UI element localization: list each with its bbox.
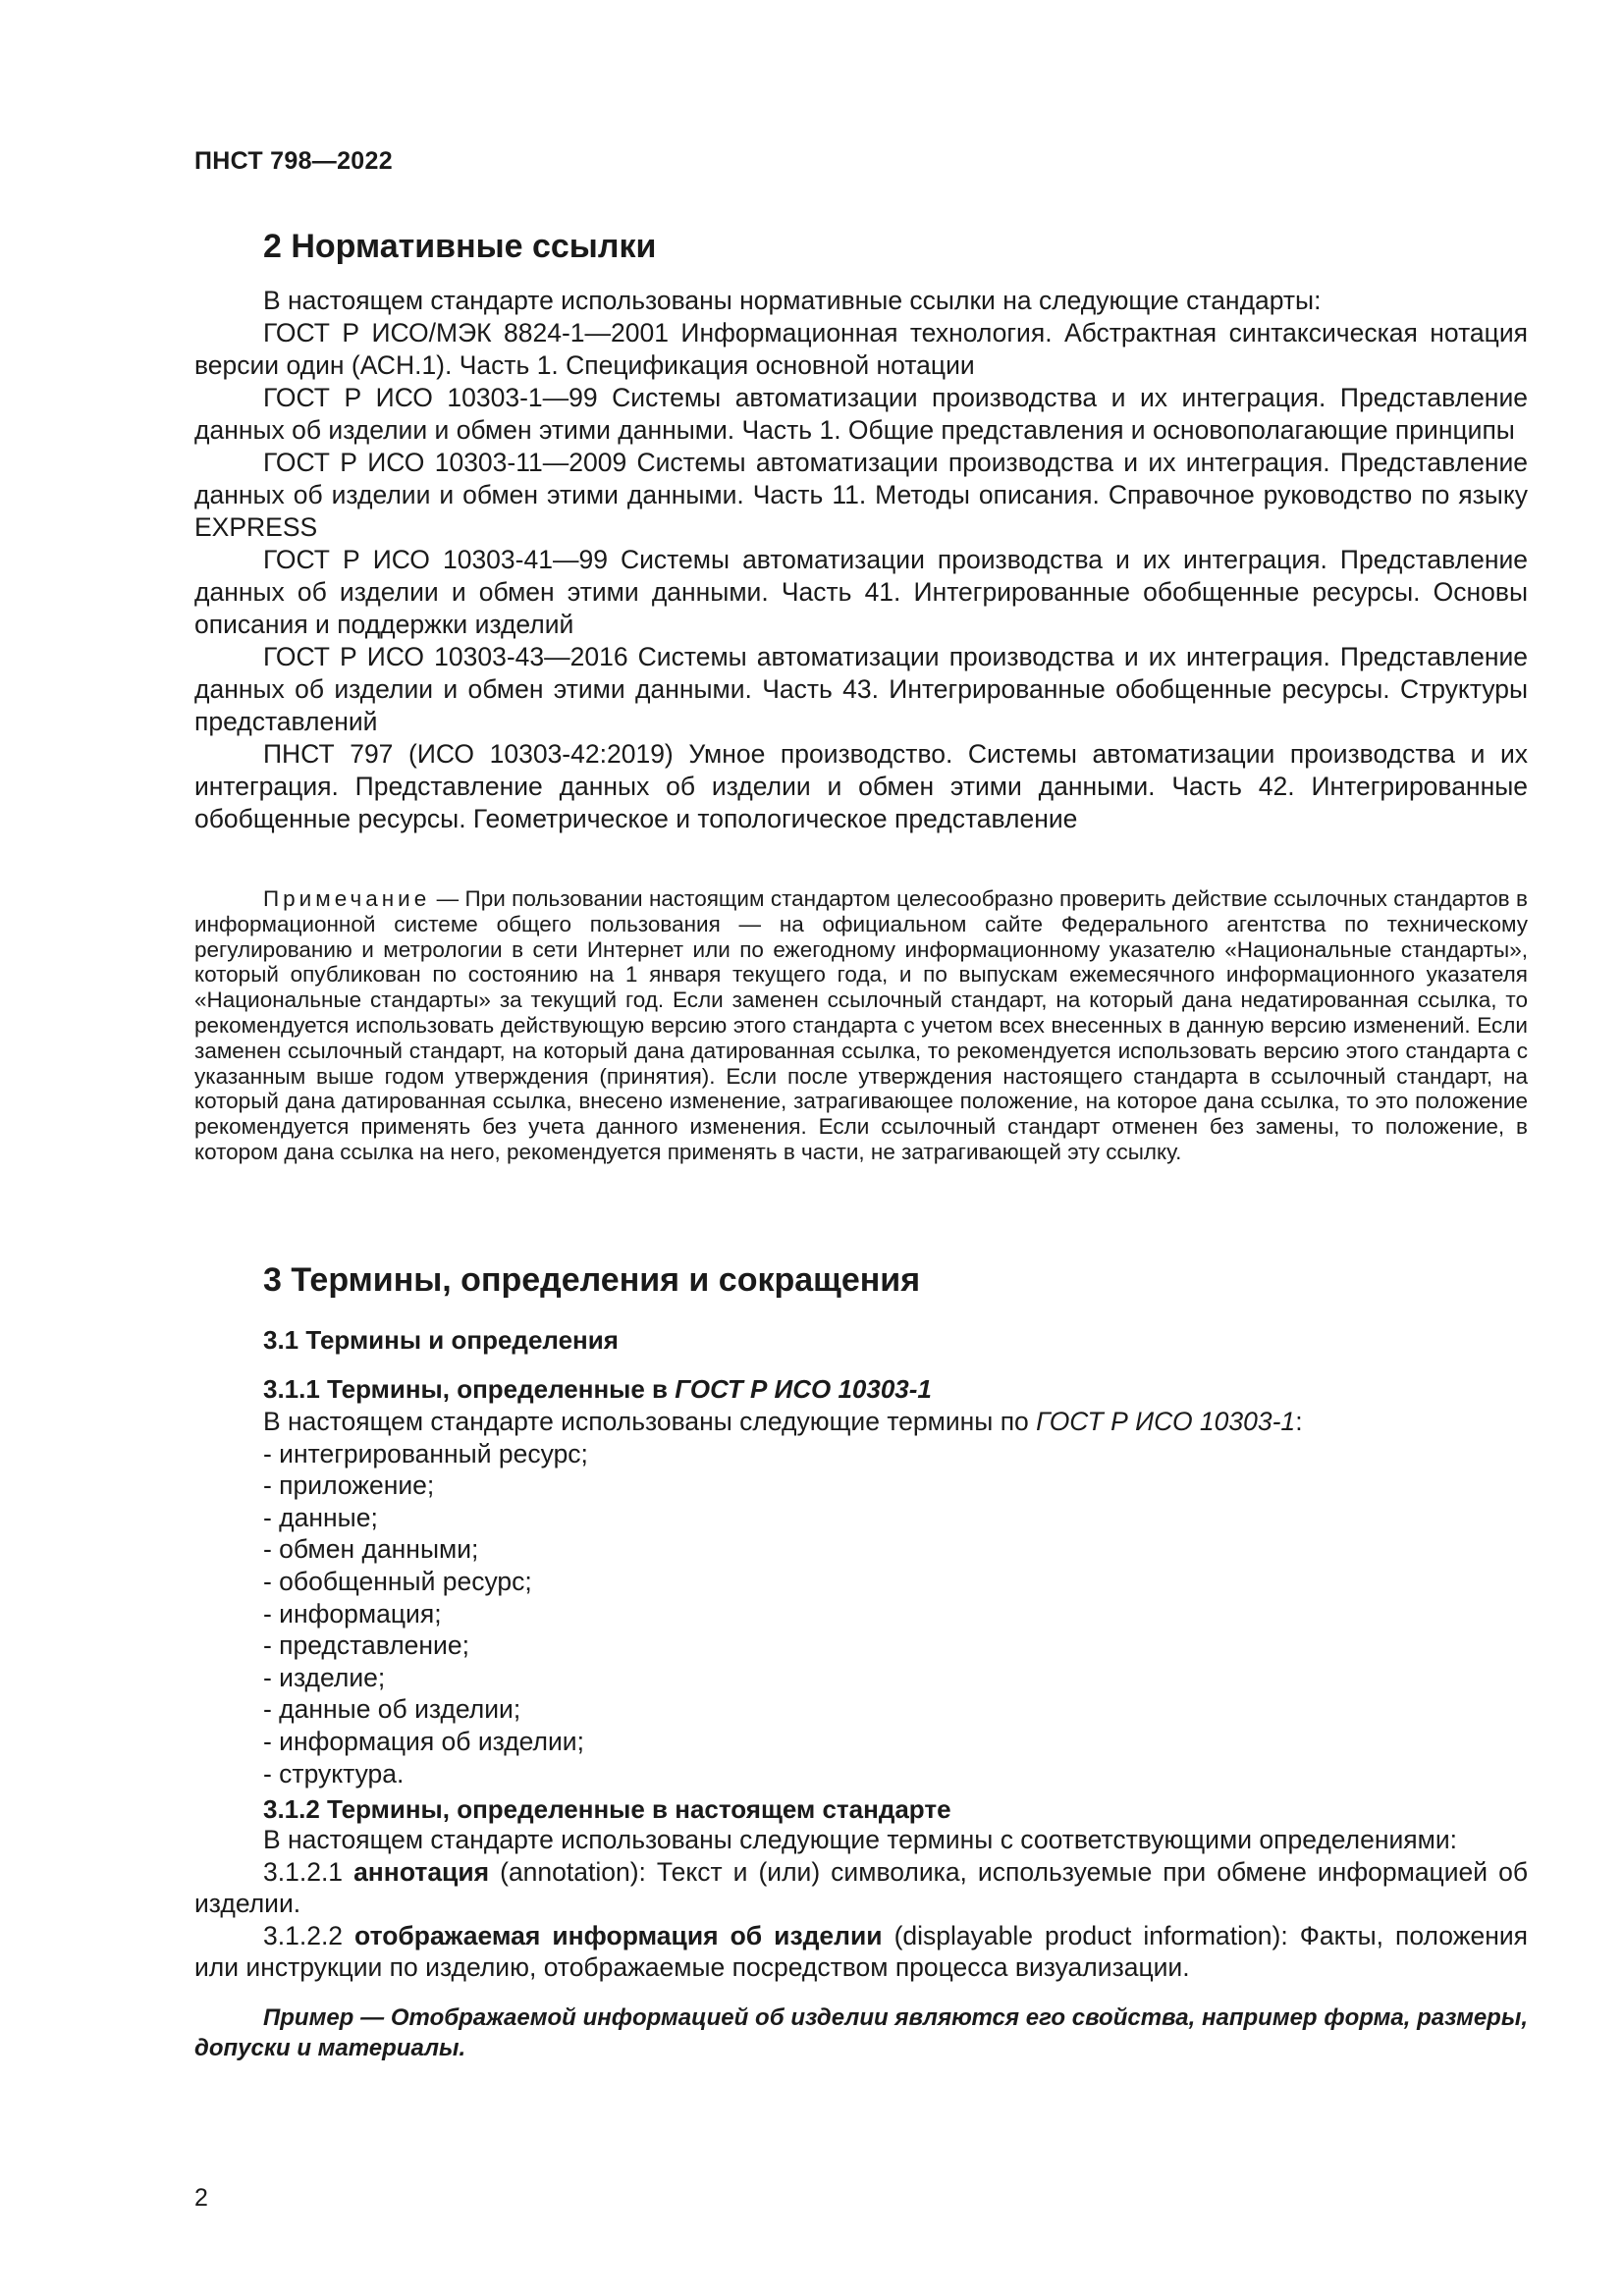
normative-ref-item: ПНСТ 797 (ИСО 10303-42:2019) Умное производство. Системы автоматизации производства и их интеграция. Представление данных об изделии и обмен этими данными. Часть 42. Интегрированные обобщенные ресурсы. Геометрическое и топологическое представление	[194, 739, 1528, 833]
normative-ref-item: ГОСТ Р ИСО 10303-1—99 Системы автоматизации производства и их интеграция. Представление данных об изделии и обмен этими данными. Часть 1. Общие представления и основополагающие принципы	[194, 383, 1528, 445]
subsection-3-1-title: 3.1 Термины и определения	[263, 1325, 619, 1355]
definition-3-1-2-1	[194, 1856, 1528, 1920]
term-item: - представление;	[263, 1630, 469, 1661]
note-text: — При пользовании настоящим стандартом целесообразно проверить действие ссылочных стандартов в информационной системе общего пользования — на официальном сайте Федерального агентства по техническому регулированию и метрологии в сети Интернет или по ежегодному информационному указателю «Национальные стандарты», который опубликован по состоянию на 1 января текущего года, и по выпускам ежемесячного информационного указателя «Национальные стандарты» за текущий год. Если заменен ссылочный стандарт, на который дана недатированная ссылка, то рекомендуется использовать действующую версию этого стандарта с учетом всех внесенных в данную версию изменений. Если заменен ссылочный стандарт, на который дана датированная ссылка, то рекомендуется использовать версию этого стандарта с указанным выше годом утверждения (принятия). Если после утверждения настоящего стандарта в ссылочный стандарт, на который дана датированная ссылка, внесено изменение, затрагивающее положение, на которое дана ссылка, то это положение рекомендуется применять без учета данного изменения. Если ссылочный стандарт отменен без замены, то положение, в котором дана ссылка на него, рекомендуется применять в части, не затрагивающей эту ссылку.	[194, 886, 1528, 1164]
page-number: 2	[194, 2184, 208, 2212]
example-text: Пример — Отображаемой информацией об изделии являются его свойства, например форма, размеры, допуски и материалы.	[194, 2004, 1528, 2061]
subsection-3-1-1-ref: ГОСТ Р ИСО 10303-1	[675, 1374, 932, 1404]
definition-term: отображаемая информация об изделии	[354, 1920, 883, 1950]
definition-3-1-2-2	[194, 1920, 1528, 1984]
normative-ref-item: ГОСТ Р ИСО/МЭК 8824-1—2001 Информационная технология. Абстрактная синтаксическая нотация версии один (АСН.1). Часть 1. Спецификация основной нотации	[194, 318, 1528, 380]
definition-text: (annotation): Текст и (или) символика, используемые при обмене информацией об изделии.	[194, 1856, 1528, 1919]
definition-number: 3.1.2.2	[263, 1920, 355, 1950]
term-item: - обобщенный ресурс;	[263, 1566, 532, 1596]
definition-term: аннотация	[353, 1856, 490, 1887]
example-block	[194, 2002, 1528, 2063]
term-item: - интегрированный ресурс;	[263, 1438, 588, 1468]
definitions-intro: В настоящем стандарте использованы следующие термины с соответствующими определениями:	[263, 1825, 1458, 1854]
term-item: - данные;	[263, 1502, 378, 1532]
term-item: - обмен данными;	[263, 1534, 479, 1565]
subsection-3-1-1-prefix: 3.1.1 Термины, определенные в	[263, 1374, 676, 1404]
normative-refs-intro: В настоящем стандарте использованы нормативные ссылки на следующие стандарты:	[263, 286, 1322, 315]
running-head: ПНСТ 798—2022	[194, 147, 393, 175]
terms-list	[263, 1438, 1528, 1790]
definition-number: 3.1.2.1	[263, 1856, 354, 1887]
subsection-3-1-2-title: 3.1.2 Термины, определенные в настоящем стандарте	[263, 1794, 951, 1824]
term-item: - информация;	[263, 1598, 442, 1629]
definition-text: (displayable product information): Факты, положения или инструкции по изделию, отображаемые посредством процесса визуализации.	[194, 1920, 1528, 1983]
term-item: - структура.	[263, 1758, 405, 1789]
normative-ref-item: ГОСТ Р ИСО 10303-43—2016 Системы автоматизации производства и их интеграция. Представление данных об изделии и обмен этими данными. Часть 43. Интегрированные обобщенные ресурсы. Структуры представлений	[194, 642, 1528, 736]
section-2-title: 2 Нормативные ссылки	[263, 228, 657, 265]
normative-ref-item: ГОСТ Р ИСО 10303-11—2009 Системы автоматизации производства и их интеграция. Представление данных об изделии и обмен этими данными. Часть 11. Методы описания. Справочное руководство по языку EXPRESS	[194, 448, 1528, 542]
note-block	[194, 886, 1528, 1165]
subsection-3-1-1-title	[263, 1374, 932, 1405]
section-3-title: 3 Термины, определения и сокращения	[263, 1261, 921, 1299]
normative-refs-block	[194, 285, 1528, 835]
term-item: - информация об изделии;	[263, 1726, 584, 1756]
terms-intro-ref: ГОСТ Р ИСО 10303-1	[1036, 1407, 1296, 1436]
terms-intro-text: В настоящем стандарте использованы следующие термины по	[263, 1407, 1037, 1436]
terms-intro	[263, 1406, 1528, 1438]
terms-intro-suffix: :	[1295, 1407, 1303, 1436]
definitions-block	[194, 1824, 1528, 1984]
note-paragraph	[194, 886, 1528, 1165]
term-item: - данные об изделии;	[263, 1694, 521, 1725]
terms-list-block	[263, 1406, 1528, 1789]
note-label: Примечание	[263, 886, 431, 911]
term-item: - приложение;	[263, 1470, 435, 1501]
normative-ref-item: ГОСТ Р ИСО 10303-41—99 Системы автоматизации производства и их интеграция. Представление данных об изделии и обмен этими данными. Часть 41. Интегрированные обобщенные ресурсы. Основы описания и поддержки изделий	[194, 545, 1528, 639]
term-item: - изделие;	[263, 1662, 386, 1692]
